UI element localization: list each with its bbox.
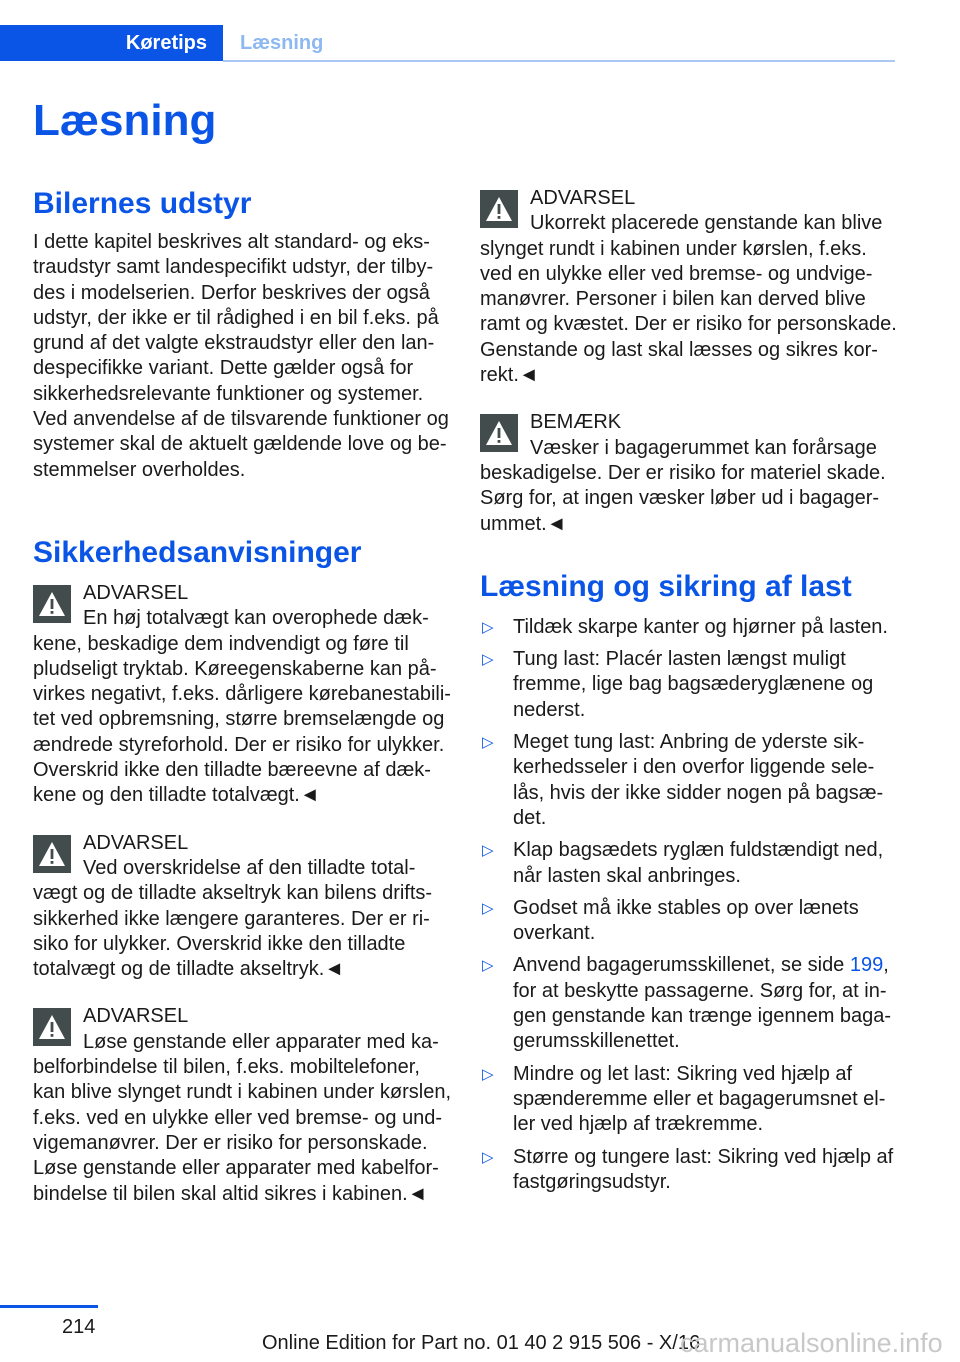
warning-text: Væsker i bagagerummet kan forårsage beskadigelse. Der er risiko for materiel skade. Sørg for, at ingen væsker løber ud i bagager- ummet.◄ [480, 436, 886, 535]
warning-block [33, 581, 451, 809]
bullet-text: Mindre og let last: Sikring ved hjælp af spænderemme eller et bagagerumsnet el- ler ved hjælp af trækremme. [513, 1062, 886, 1136]
bullet-item [480, 896, 900, 947]
warning-title: BEMÆRK [530, 411, 622, 434]
bullet-triangle-icon: ▷ [482, 651, 494, 669]
bullet-triangle-icon: ▷ [482, 1148, 494, 1166]
tab-koretips[interactable]: Køretips [0, 25, 223, 61]
bullet-item [480, 615, 900, 640]
warning-text: Ved overskridelse af den tilladte total- vægt og de tilladte akseltryk kan bilens drifts- sikkerhed ikke længere garanteres. Der er ri- siko for ulykker. Overskrid ikke den tilladte totalvægt og de tilladte akseltryk.◄ [33, 856, 433, 981]
bullet-triangle-icon: ▷ [482, 957, 494, 975]
bullet-item [480, 730, 900, 831]
section-heading: Sikkerhedsanvisninger [33, 535, 362, 569]
bullet-text: Tildæk skarpe kanter og hjørner på lasten. [513, 615, 888, 638]
warning-text: Ukorrekt placerede genstande kan blive slynget rundt i kabinen under kørslen, f.eks. ved en ulykke eller ved bremse- og undvige- manøvrer. Personer i bilen kan derved blive ramt og kvæstet. Der er risiko for personskade. Genstande og last skal læsses og sikres kor- rekt.◄ [480, 212, 897, 387]
warning-text: En høj totalvægt kan overophede dæk- kene, beskadige dem indvendigt og føre til pludseligt tryktab. Køreegenskaberne kan på- virkes negativt, f.eks. dårligere kørebanestabili- tet ved opbremsning, større bremselængde og ændrede styreforhold. Der er risiko for ulykker. Overskrid ikke den tilladte bæreevne af dæk- kene og den tilladte totalvægt.◄ [33, 607, 451, 807]
bullet-triangle-icon: ▷ [482, 734, 494, 752]
warning-title: ADVARSEL [83, 1005, 189, 1028]
bullet-text: Anvend bagagerumsskillenet, se side [513, 954, 850, 977]
header-divider [223, 60, 895, 62]
bullet-text: , for at beskytte passagerne. Sørg for, at in- gen genstande kan trænge igennem baga- gerumsskillenettet. [513, 954, 892, 1053]
warning-block [480, 410, 900, 536]
bullet-triangle-icon: ▷ [482, 842, 494, 860]
warning-title: ADVARSEL [530, 187, 636, 209]
warning-triangle-icon [33, 581, 71, 625]
warning-block [33, 831, 451, 983]
bullet-item [480, 1062, 900, 1138]
footer-divider [0, 1305, 98, 1308]
page-number: 214 [62, 1316, 96, 1338]
bullet-text: Større og tungere last: Sikring ved hjælp af fastgøringsudstyr. [513, 1145, 894, 1193]
bullet-triangle-icon: ▷ [482, 1065, 494, 1083]
bullet-triangle-icon: ▷ [482, 899, 494, 917]
bullet-text: Godset må ikke stables op over lænets overkant. [513, 896, 859, 945]
warning-text: Løse genstande eller apparater med ka- belforbindelse til bilen, f.eks. mobiltelefoner, kan blive slynget rundt i kabinen under kørslen, f.eks. ved en ulykke eller ved bremse- og und- vigemanøvrer. Der er risiko for personskade. Løse genstande eller apparater med kabelfor- bindelse til bilen skal altid sikres i kabinen.◄ [33, 1030, 452, 1205]
left-column [33, 186, 451, 1229]
bullet-item [480, 1145, 900, 1196]
bullet-text: Meget tung last: Anbring de yderste sik- kerhedsseler i den overfor liggende sele- lås, hvis der ikke sidder nogen på bagsæ- det. [513, 731, 884, 829]
warning-triangle-icon [33, 1004, 71, 1048]
tab-laesning[interactable]: Læsning [240, 32, 324, 54]
section-heading: Læsning og sikring af last [480, 569, 852, 603]
bullet-item [480, 953, 900, 1054]
warning-title: ADVARSEL [83, 581, 189, 604]
right-column [480, 186, 900, 1202]
warning-triangle-icon [480, 186, 518, 230]
page-link[interactable]: 199 [849, 954, 884, 977]
warning-triangle-icon [480, 410, 518, 454]
bullet-text: Klap bagsædets ryglæn fuldstændigt ned, når lasten skal anbringes. [513, 839, 884, 887]
warning-block [480, 186, 900, 388]
page-title: Læsning [33, 96, 217, 145]
bullet-triangle-icon: ▷ [482, 618, 494, 636]
bullet-list [480, 615, 900, 1195]
bullet-text: Tung last: Placér lasten længst muligt fremme, lige bag bagsæderyglænene og nederst. [513, 648, 874, 721]
warning-triangle-icon [33, 831, 71, 875]
watermark: carmanualsonline.info [680, 1328, 943, 1358]
warning-title: ADVARSEL [83, 831, 189, 854]
warning-block [33, 1004, 451, 1206]
bullet-item [480, 647, 900, 723]
bullet-item [480, 838, 900, 889]
section-heading: Bilernes udstyr [33, 187, 252, 220]
edition-text: Online Edition for Part no. 01 40 2 915 506 - X/16 [262, 1332, 701, 1354]
body-text: I dette kapitel beskrives alt standard- og eks- traudstyr samt landespecifikt udstyr, der tilby- des i modelserien. Derfor beskrives der også udstyr, der ikke er til rådighed i en bil f.eks. på grund af det valgte ekstraudstyr eller den lan- despecifikke variant. Dette gælder også for sikkerhedsrelevante funktioner og systemer. Ved anvendelse af de tilsvarende funktioner og systemer skal de aktuelt gældende love og be- stemmelser overholdes. [33, 231, 449, 481]
